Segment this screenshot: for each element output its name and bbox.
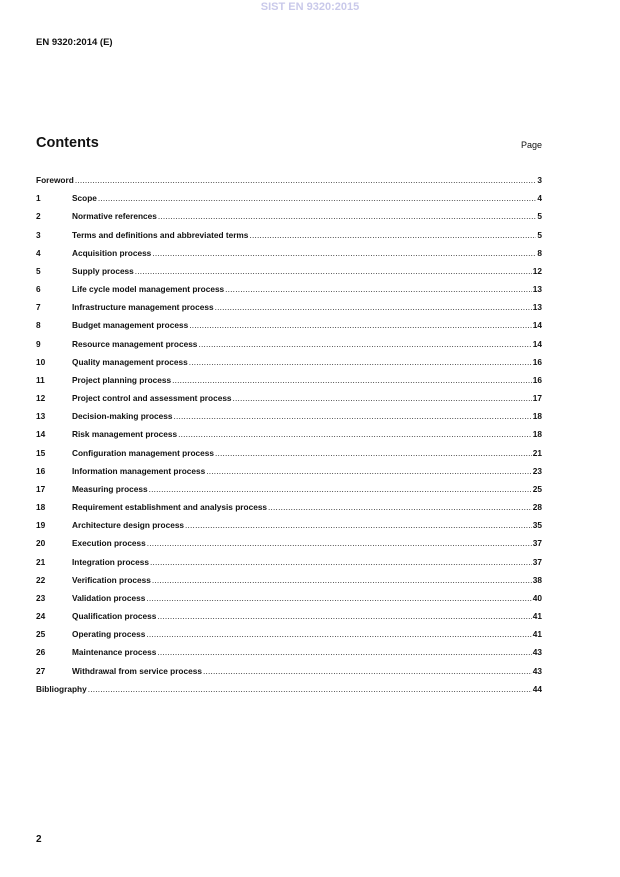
page-column-label: Page: [520, 140, 542, 150]
toc-entry[interactable]: [36, 339, 542, 357]
toc-entry-title[interactable]: Qualification process: [72, 611, 157, 622]
toc-entry[interactable]: [36, 466, 542, 484]
toc-entry-title[interactable]: Project planning process: [72, 374, 172, 385]
dot-leader: [146, 593, 531, 603]
toc-entry-number: 12: [36, 393, 46, 404]
toc-entry-page[interactable]: 35: [532, 520, 542, 531]
dot-leader: [135, 266, 532, 276]
contents-title: Contents: [36, 135, 99, 151]
toc-entry-page[interactable]: 37: [532, 556, 542, 567]
toc-entry-title[interactable]: Infrastructure management process: [72, 302, 214, 313]
dot-leader: [174, 411, 532, 421]
dot-leader: [150, 557, 532, 567]
toc-entry-number: 5: [36, 265, 41, 276]
toc-entry[interactable]: [36, 502, 542, 520]
toc-entry-page[interactable]: 43: [532, 665, 542, 676]
toc-entry-number: 3: [36, 229, 41, 240]
toc-entry-title[interactable]: Foreword: [36, 175, 74, 185]
toc-entry-title[interactable]: Normative references: [72, 211, 157, 222]
watermark: SIST EN 9320:2015: [260, 1, 360, 13]
toc-entry-page[interactable]: 43: [532, 647, 542, 658]
dot-leader: [225, 284, 532, 294]
toc-entry-number: 18: [36, 502, 46, 513]
toc-entry-page[interactable]: 16: [532, 356, 542, 367]
toc-entry-title[interactable]: Project control and assessment process: [72, 393, 232, 404]
toc-entry-title[interactable]: Supply process: [72, 265, 134, 276]
toc-entry-number: 13: [36, 411, 46, 422]
dot-leader: [152, 248, 536, 258]
toc-entry-page[interactable]: 16: [532, 374, 542, 385]
toc-entry-title[interactable]: Verification process: [72, 574, 151, 585]
toc-entry-number: 25: [36, 629, 46, 640]
toc-entry-title[interactable]: Maintenance process: [72, 647, 157, 658]
toc-entry-page[interactable]: 5: [537, 211, 542, 222]
toc-entry-title[interactable]: Measuring process: [72, 483, 148, 494]
toc-entry-title[interactable]: Decision-making process: [72, 411, 173, 422]
dot-leader: [88, 684, 532, 694]
toc-entry-number: 21: [36, 556, 46, 567]
toc-entry[interactable]: [36, 520, 542, 538]
toc-entry-page[interactable]: 37: [532, 538, 542, 549]
toc-entry-number: 14: [36, 429, 46, 440]
dot-leader: [152, 575, 532, 585]
toc-entry[interactable]: [36, 193, 542, 211]
dot-leader: [98, 193, 536, 203]
toc-entry-page[interactable]: 28: [532, 502, 542, 513]
toc-entry-number: 15: [36, 447, 46, 458]
toc-entry-title[interactable]: Bibliography: [36, 683, 87, 694]
dot-leader: [178, 429, 532, 439]
toc-entry[interactable]: [36, 230, 542, 248]
toc-entry-title[interactable]: Withdrawal from service process: [72, 665, 202, 676]
toc-entry[interactable]: [36, 375, 542, 393]
dot-leader: [215, 302, 532, 312]
toc-entry-page[interactable]: 13: [532, 302, 542, 313]
toc-entry-number: 9: [36, 338, 41, 349]
toc-entry[interactable]: [36, 684, 542, 702]
toc-entry-page[interactable]: 41: [532, 611, 542, 622]
toc-entry-page[interactable]: 14: [532, 320, 542, 331]
toc-entry[interactable]: [36, 393, 542, 411]
toc-entry[interactable]: [36, 538, 542, 556]
toc-entry-number: 8: [36, 320, 41, 331]
toc-entry-page[interactable]: 4: [537, 193, 542, 204]
toc-entry[interactable]: [36, 248, 542, 266]
toc-entry[interactable]: [36, 429, 542, 447]
toc-entry[interactable]: [36, 557, 542, 575]
dot-leader: [198, 339, 531, 349]
toc-entry-number: 4: [36, 247, 41, 258]
dot-leader: [203, 666, 532, 676]
toc-entry-page[interactable]: 12: [532, 265, 542, 276]
table-of-contents: [36, 175, 542, 702]
toc-entry[interactable]: [36, 320, 542, 338]
toc-entry[interactable]: [36, 357, 542, 375]
toc-entry-page[interactable]: 41: [532, 629, 542, 640]
toc-entry-page[interactable]: 14: [532, 338, 542, 349]
toc-entry[interactable]: [36, 266, 542, 284]
dot-leader: [147, 538, 532, 548]
dot-leader: [75, 175, 537, 185]
toc-entry[interactable]: [36, 647, 542, 665]
toc-entry-title[interactable]: Operating process: [72, 629, 146, 640]
toc-entry[interactable]: [36, 448, 542, 466]
toc-entry-title[interactable]: Architecture design process: [72, 520, 185, 531]
dot-leader: [189, 320, 532, 330]
toc-entry-number: 11: [36, 374, 45, 385]
toc-entry[interactable]: [36, 575, 542, 593]
toc-entry[interactable]: [36, 411, 542, 429]
toc-entry-title[interactable]: Life cycle model management process: [72, 284, 225, 295]
toc-entry-page[interactable]: 5: [537, 229, 542, 240]
toc-entry-number: 24: [36, 611, 46, 622]
toc-entry-number: 23: [36, 592, 46, 603]
toc-entry-number: 16: [36, 465, 46, 476]
toc-entry-title[interactable]: Budget management process: [72, 320, 189, 331]
toc-entry-title[interactable]: Acquisition process: [72, 247, 152, 258]
toc-entry[interactable]: [36, 629, 542, 647]
toc-entry[interactable]: [36, 284, 542, 302]
dot-leader: [157, 611, 531, 621]
toc-entry-page[interactable]: 18: [532, 429, 542, 440]
toc-entry-number: 22: [36, 574, 46, 585]
dot-leader: [268, 502, 532, 512]
toc-entry-page[interactable]: 3: [537, 175, 542, 185]
toc-entry-page[interactable]: 23: [532, 465, 542, 476]
toc-entry[interactable]: [36, 666, 542, 684]
toc-entry-number: 1: [36, 193, 41, 204]
toc-entry[interactable]: [36, 211, 542, 229]
toc-entry-number: 10: [36, 356, 46, 367]
toc-entry-number: 7: [36, 302, 41, 313]
toc-entry-page[interactable]: 25: [532, 483, 542, 494]
dot-leader: [146, 629, 531, 639]
page-number: 2: [36, 834, 42, 845]
dot-leader: [233, 393, 532, 403]
toc-entry[interactable]: [36, 611, 542, 629]
toc-entry-page[interactable]: 17: [532, 393, 542, 404]
toc-entry[interactable]: [36, 593, 542, 611]
toc-entry-number: 27: [36, 665, 46, 676]
toc-entry-title[interactable]: Configuration management process: [72, 447, 214, 458]
toc-entry-number: 2: [36, 211, 41, 222]
toc-entry-number: 19: [36, 520, 46, 531]
toc-entry-number: 6: [36, 284, 41, 295]
toc-entry-page[interactable]: 38: [532, 574, 542, 585]
toc-entry-page[interactable]: 8: [537, 247, 542, 258]
toc-entry-page[interactable]: 13: [532, 284, 542, 295]
toc-entry-title[interactable]: Information management process: [72, 465, 206, 476]
dot-leader: [215, 448, 532, 458]
dot-leader: [249, 230, 536, 240]
dot-leader: [158, 211, 537, 221]
toc-entry-page[interactable]: 21: [532, 447, 542, 458]
toc-entry-title[interactable]: Requirement establishment and analysis process: [72, 502, 268, 513]
toc-entry-number: 17: [36, 483, 46, 494]
toc-entry-page[interactable]: 44: [532, 683, 542, 694]
toc-entry-title[interactable]: Resource management process: [72, 338, 198, 349]
toc-entry-page[interactable]: 40: [532, 592, 542, 603]
toc-entry-title[interactable]: Risk management process: [72, 429, 178, 440]
dot-leader: [185, 520, 532, 530]
dot-leader: [206, 466, 532, 476]
dot-leader: [157, 647, 531, 657]
toc-entry-page[interactable]: 18: [532, 411, 542, 422]
toc-entry[interactable]: [36, 175, 542, 193]
toc-entry[interactable]: [36, 302, 542, 320]
toc-entry[interactable]: [36, 484, 542, 502]
toc-entry-number: 26: [36, 647, 46, 658]
toc-entry-title[interactable]: Terms and definitions and abbreviated terms: [72, 229, 249, 240]
document-id: EN 9320:2014 (E): [36, 37, 113, 48]
dot-leader: [149, 484, 532, 494]
toc-entry-title[interactable]: Scope: [72, 193, 97, 204]
dot-leader: [189, 357, 532, 367]
toc-entry-title[interactable]: Execution process: [72, 538, 146, 549]
dot-leader: [172, 375, 532, 385]
toc-entry-title[interactable]: Quality management process: [72, 356, 188, 367]
toc-entry-number: 20: [36, 538, 46, 549]
toc-entry-title[interactable]: Integration process: [72, 556, 149, 567]
toc-entry-title[interactable]: Validation process: [72, 592, 146, 603]
